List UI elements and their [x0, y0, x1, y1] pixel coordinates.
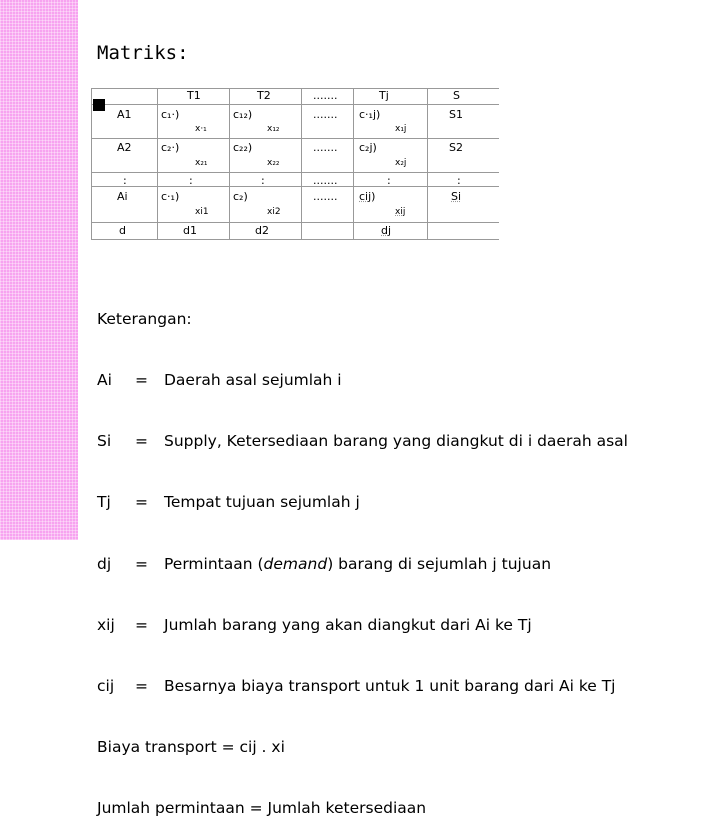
slide-title: Matriks: [97, 42, 189, 64]
matrix-rule [91, 186, 499, 187]
qty-cell: xi1 [195, 207, 209, 217]
matrix-rule [353, 88, 354, 240]
header-cell: T2 [257, 89, 271, 102]
matrix-rule [91, 239, 499, 240]
corner-marker [93, 99, 105, 111]
cost-cell: c₂·) [161, 141, 180, 154]
matrix-rule [301, 88, 302, 240]
cost-formula: Biaya transport = cij . xi [97, 738, 285, 757]
transport-matrix [91, 88, 499, 240]
cost-cell: ....... [313, 174, 338, 187]
matrix-rule [91, 138, 499, 139]
cost-cell: c₂₂) [233, 141, 253, 154]
header-cell: ....... [313, 89, 338, 102]
matrix-rule [229, 88, 230, 240]
definition-line: Si = Supply, Ketersediaan barang yang diangkut di i daerah asal [97, 432, 628, 451]
cost-cell: c₁₂) [233, 108, 253, 121]
matrix-rule [91, 104, 499, 105]
qty-cell: x₁j [395, 124, 407, 134]
matrix-rule [91, 172, 499, 173]
row-label: A2 [117, 141, 132, 154]
cost-cell: : [189, 174, 193, 187]
matrix-rule [157, 88, 158, 240]
row-label: A1 [117, 108, 132, 121]
cost-cell: c·₁j) [359, 108, 381, 121]
supply-cell: S1 [449, 108, 463, 121]
row-label: Ai [117, 190, 128, 203]
supply-cell: : [457, 174, 461, 187]
definition-line: Tj = Tempat tujuan sejumlah j [97, 493, 360, 512]
row-label: : [123, 174, 127, 187]
matrix-rule [427, 88, 428, 240]
definition-line: Ai = Daerah asal sejumlah i [97, 371, 342, 390]
supply-cell: Si [451, 190, 462, 203]
cost-cell: : [261, 174, 265, 187]
qty-cell: x₂₁ [195, 158, 208, 168]
cost-cell: ....... [313, 190, 338, 203]
cost-cell: c₂j) [359, 141, 377, 154]
supply-cell: S2 [449, 141, 463, 154]
cost-cell: c₁·) [161, 108, 180, 121]
header-cell: T1 [187, 89, 201, 102]
qty-cell: xij [395, 207, 406, 217]
definition-line: xij = Jumlah barang yang akan diangkut dari Ai ke Tj [97, 615, 532, 634]
cost-cell: cij) [359, 190, 376, 203]
matrix-rule [91, 88, 92, 240]
header-cell: S [453, 89, 460, 102]
header-cell: Tj [379, 89, 389, 102]
qty-cell: x₁₂ [267, 124, 280, 134]
definition-line: dj = Permintaan (demand) barang di sejumlah j tujuan [97, 554, 552, 573]
demand-cell: d1 [183, 224, 197, 237]
cost-cell: ....... [313, 141, 338, 154]
notes-block [97, 268, 628, 839]
balance-condition: Jumlah permintaan = Jumlah ketersediaan [97, 799, 427, 818]
qty-cell: x₂j [395, 158, 407, 168]
cost-cell: c₂) [233, 190, 248, 203]
matrix-rule [91, 88, 499, 89]
definition-line: cij = Besarnya biaya transport untuk 1 unit barang dari Ai ke Tj [97, 677, 616, 696]
cost-cell: ....... [313, 108, 338, 121]
matrix-rule [91, 222, 499, 223]
demand-cell: dj [381, 224, 392, 237]
qty-cell: x·₁ [195, 124, 207, 134]
demand-cell: d2 [255, 224, 269, 237]
notes-heading: Keterangan: [97, 309, 192, 328]
qty-cell: xi2 [267, 207, 281, 217]
cost-cell: : [387, 174, 391, 187]
cost-cell: c·₁) [161, 190, 180, 203]
decorative-side-bar [0, 0, 78, 540]
demand-label: d [119, 224, 126, 237]
qty-cell: x₂₂ [267, 158, 280, 168]
